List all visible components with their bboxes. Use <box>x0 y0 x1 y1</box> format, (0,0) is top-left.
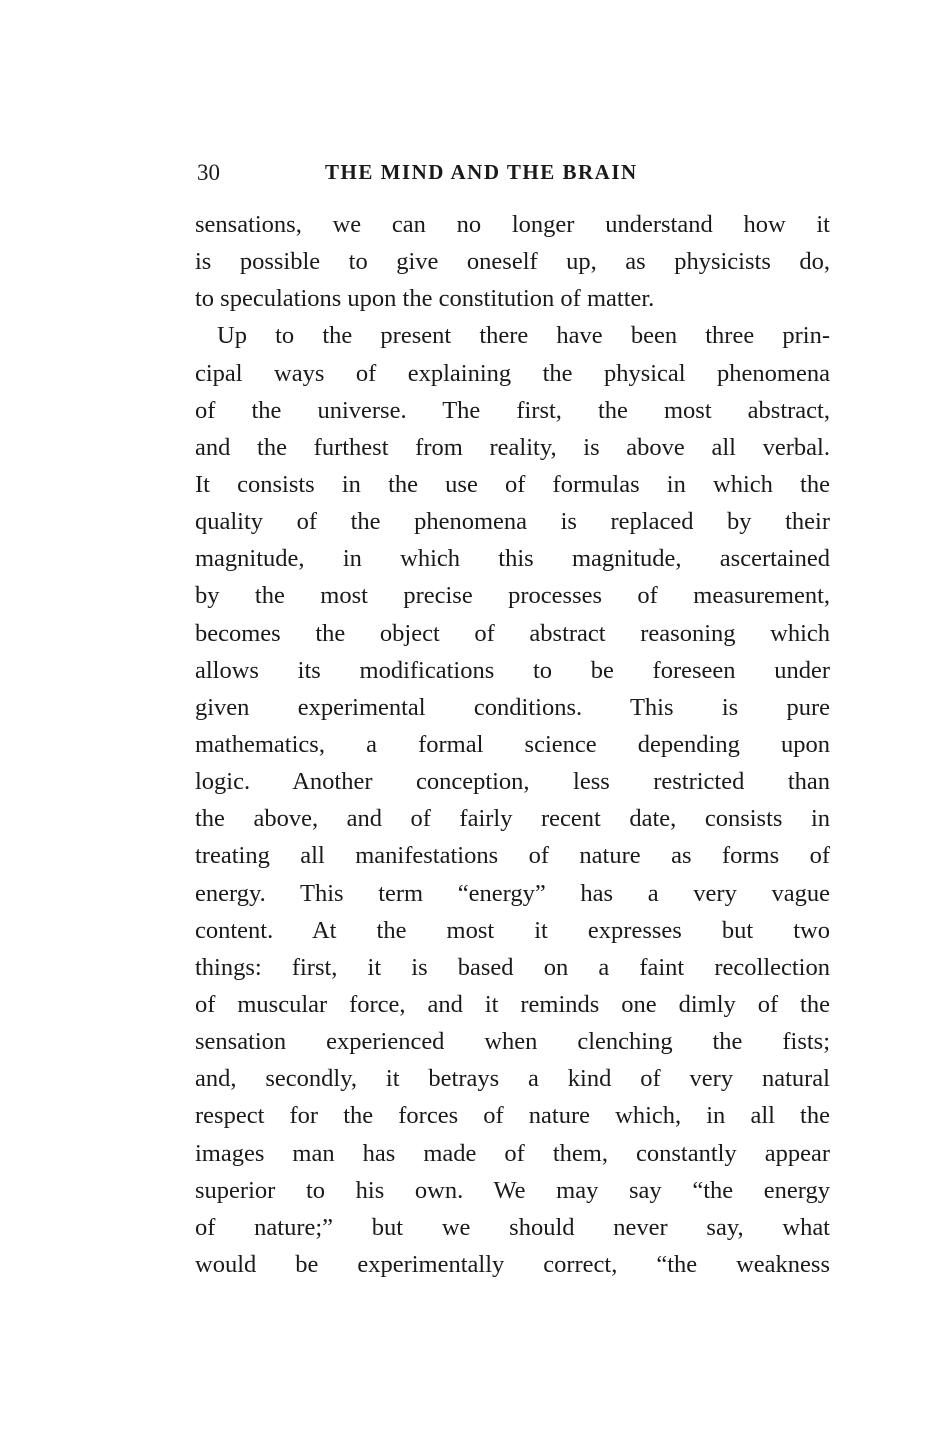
text-line: respect for the forces of nature which, in all the <box>195 1102 830 1130</box>
text-line: sensations, we can no longer understand how it <box>195 211 830 238</box>
text-line: superior to his own. We may say “the energy <box>195 1176 830 1204</box>
text-line: magnitude, in which this magnitude, ascertained <box>195 545 830 573</box>
text-line: cipal ways of explaining the physical phenomena <box>195 359 830 387</box>
text-line: mathematics, a formal science depending upon <box>195 730 830 758</box>
text-line: It consists in the use of formulas in which the <box>195 470 830 498</box>
text-line: sensation experienced when clenching the fists; <box>195 1028 830 1056</box>
text-line: of muscular force, and it reminds one dimly of the <box>195 990 830 1018</box>
text-line: images man has made of them, constantly appear <box>195 1139 830 1167</box>
page-number: 30 <box>197 160 220 185</box>
text-line: of the universe. The first, the most abstract, <box>195 396 830 424</box>
text-line: the above, and of fairly recent date, consists in <box>195 805 830 833</box>
page-header <box>195 160 830 190</box>
text-line: is possible to give oneself up, as physicists do, <box>195 248 830 276</box>
text-line: of nature;” but we should never say, what <box>195 1213 830 1241</box>
text-line: becomes the object of abstract reasoning which <box>195 619 830 647</box>
text-line: quality of the phenomena is replaced by their <box>195 508 830 536</box>
text-line: allows its modifications to be foreseen under <box>195 656 830 684</box>
text-line: and the furthest from reality, is above all verbal. <box>195 433 830 461</box>
page-body <box>195 206 830 1283</box>
text-line: Up to the present there have been three prin- <box>217 322 830 350</box>
text-line: things: first, it is based on a faint recollection <box>195 953 830 981</box>
text-line: treating all manifestations of nature as forms of <box>195 842 830 870</box>
text-line: to speculations upon the constitution of matter. <box>195 285 655 313</box>
text-line: by the most precise processes of measurement, <box>195 582 830 610</box>
text-line: and, secondly, it betrays a kind of very natural <box>195 1065 830 1093</box>
text-line: energy. This term “energy” has a very vague <box>195 879 830 907</box>
text-line: given experimental conditions. This is pure <box>195 693 830 721</box>
running-title: THE MIND AND THE BRAIN <box>325 160 638 184</box>
text-line: content. At the most it expresses but two <box>195 916 830 944</box>
text-line: would be experimentally correct, “the weakness <box>195 1250 830 1278</box>
text-line: logic. Another conception, less restricted than <box>195 768 830 796</box>
